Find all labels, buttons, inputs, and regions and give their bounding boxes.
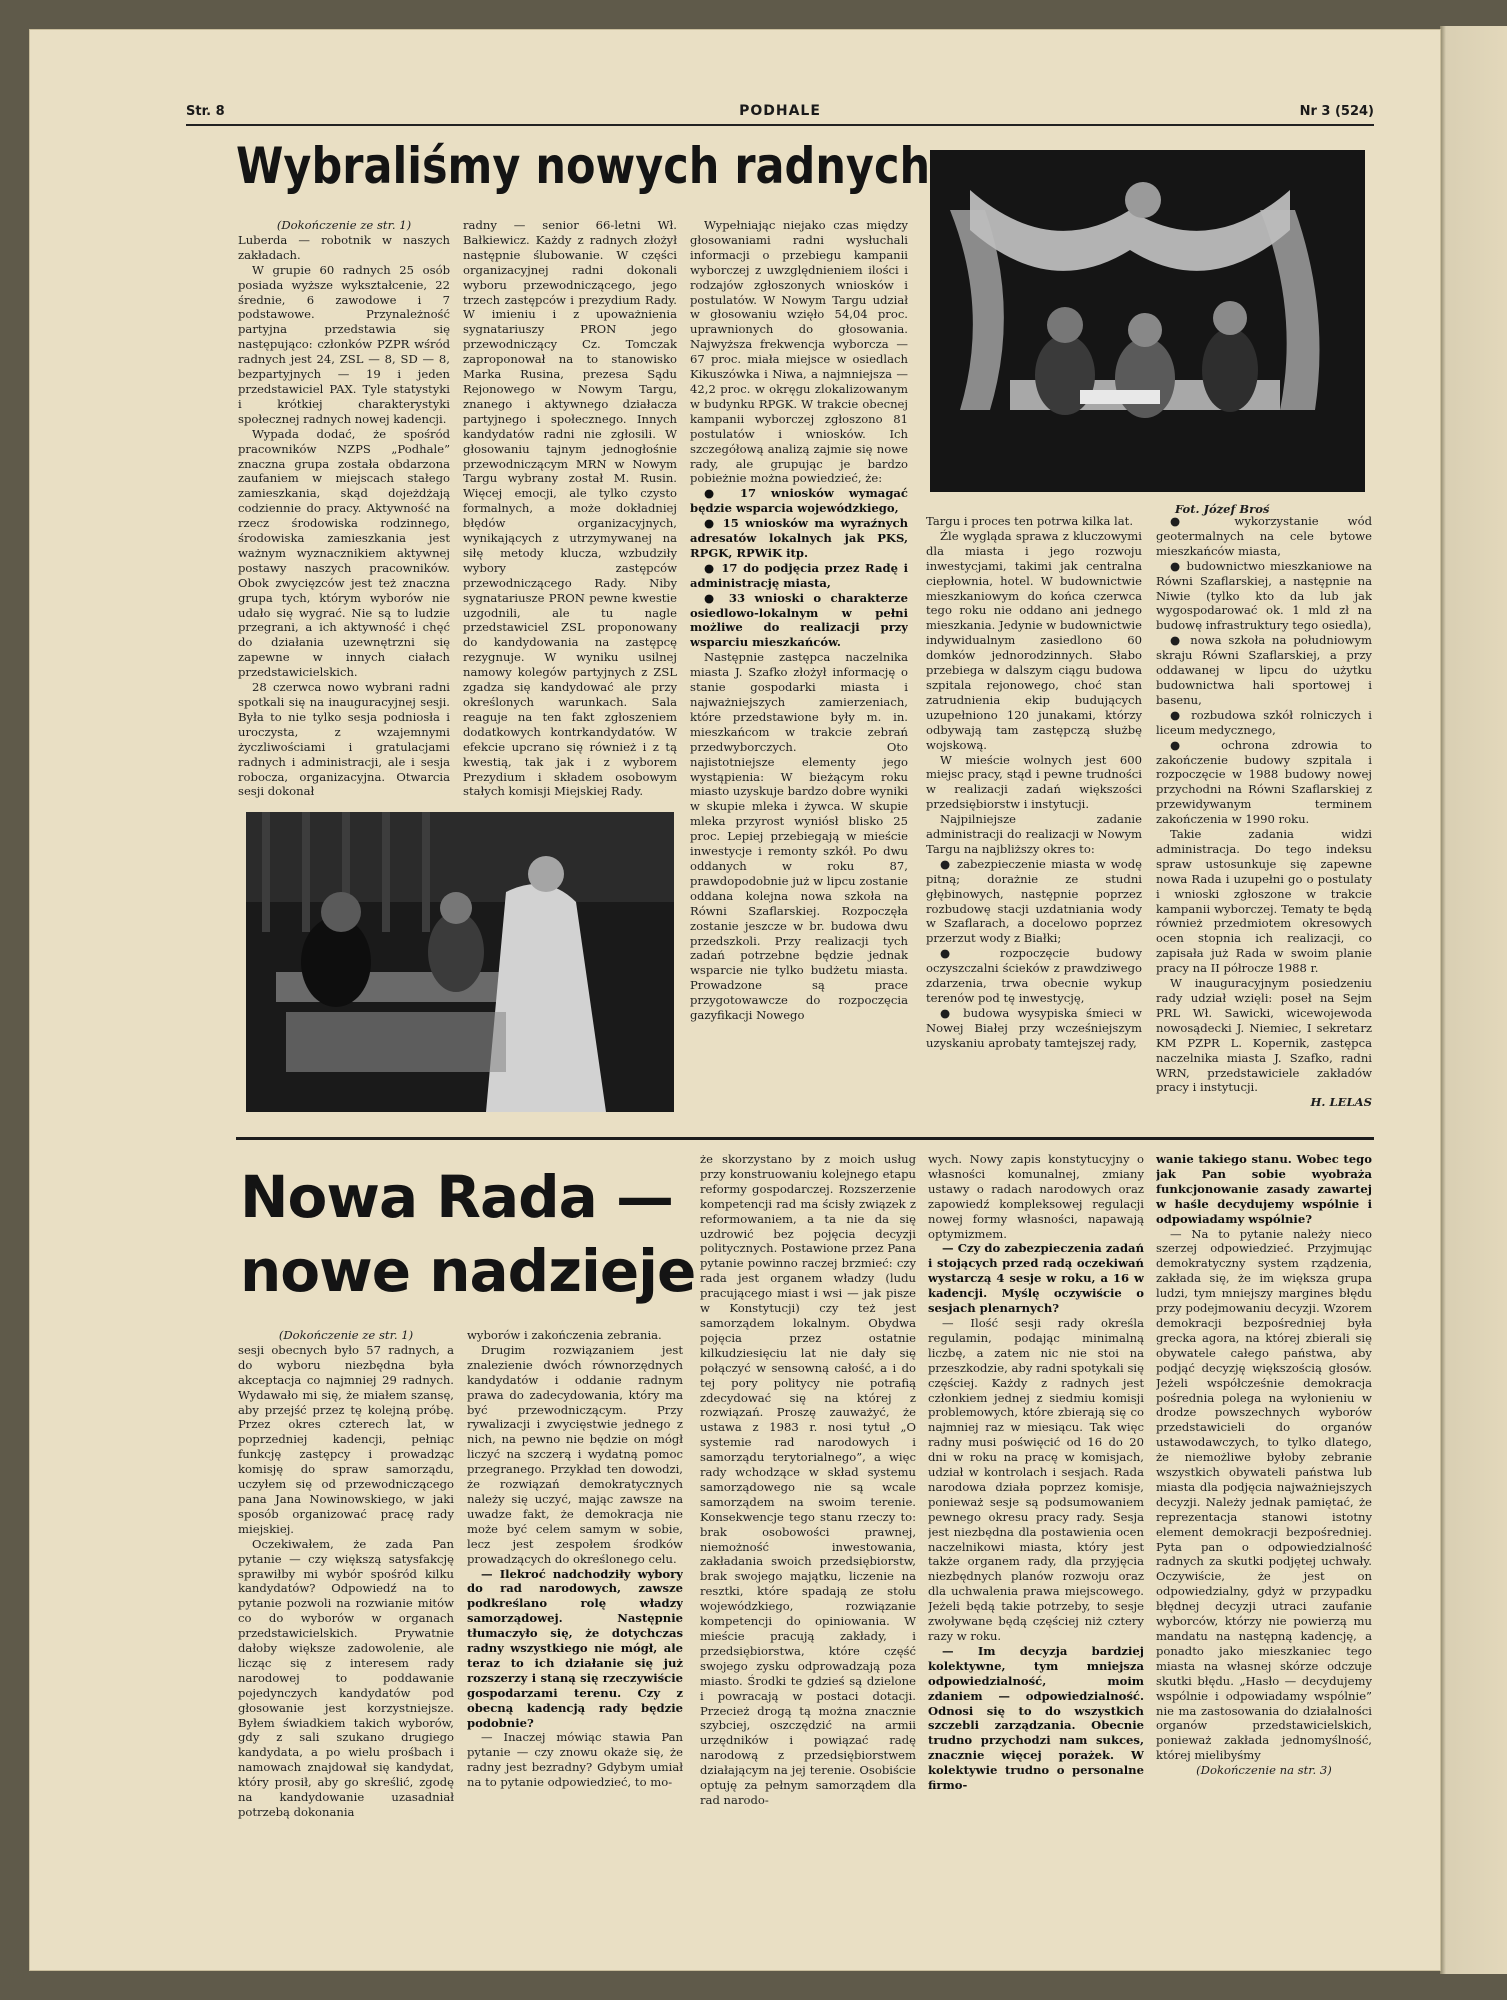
article1-column-5 (1156, 514, 1372, 1136)
paragraph: Najpilniejsze zadanie administracji do realizacji w Nowym Targu na najbliższy okres to: (926, 812, 1142, 856)
list-item: ● 33 wnioski o charakterze osiedlowo-lokalnym w pełni możliwe do realizacji przy wsparciu mieszkańców. (690, 590, 908, 650)
adjacent-page-edge (1440, 26, 1507, 1974)
article2-headline (240, 1160, 696, 1308)
paragraph: że skorzystano by z moich usług przy konstruowaniu kolejnego etapu reformy gospodarczej. Rozszerzenie kompetencji rad ma ścisły związek z reformowaniem, a ta nie da się uzdrowić bez pojęcia decyzji politycznych. Postawione przez Pana pytanie powinno raczej brzmieć: czy rada jest organem władzy (ludu pracującego miast i wsi — jak pisze w Konstytucji) czy też jest samorządem lokalnym. Obydwa pojęcia przez ostatnie kilkudziesięciu lat nie dały się połączyć w sensowną całość, a i do tej pory politycy nie potrafią zdecydować się na której z rozwiązań. Proszę zauważyć, że ustawa z 1983 r. nosi tytuł „O systemie rad narodowych i samorządu terytorialnego”, a więc rady wchodzące w skład systemu samorządowego nie są wcale samorządem na swoim terenie. Konsekwencje tego stanu rzeczy to: brak osobowości prawnej, niemożność inwestowania, zakładania swoich przedsiębiorstw, brak swojego majątku, liczenie na resztki, które spadają ze stołu wojewódzkiego, rozwiązanie kompetencji do opiniowania. W mieście pracują zakłady, i przedsiębiorstwa, które część swojego zysku odprowadzają poza miasto. Środki te gdzieś są dzielone i powracają w postaci dotacji. Przecież drogą tą można znacznie szybciej, oszczędzić na armii urzędników i powiązać radę narodową z przedsiębiorstwem działającym na jej terenie. Osobiście optuję za pełnym samorządem dla rad narodo- (700, 1152, 916, 1807)
continuation-note: (Dokończenie ze str. 1) (278, 1328, 414, 1342)
paragraph: Targu i proces ten potrwa kilka lat. (926, 514, 1134, 528)
paragraph: 28 czerwca nowo wybrani radni spotkali się na inauguracyjnej sesji. Była to nie tylko sesja podniosła i uroczysta, z wzajemnymi życzliwościami i gratulacjami radnych i administracji, ale i sesja robocza, organizacyjna. Otwarcia sesji dokonał (238, 680, 450, 799)
photo-voting-booth-image (930, 150, 1365, 492)
section-divider (236, 1137, 1374, 1140)
list-item: ● 17 wniosków wymagać będzie wsparcia wojewódzkiego, (690, 486, 908, 516)
paragraph: Wypełniając niejako czas między głosowaniami radni wysłuchali informacji o przebiegu kampanii wyborczej z uwzględnieniem ilości i rodzajów zgłoszonych wniosków i postulatów. W Nowym Targu udział w głosowaniu wzięło 54,04 proc. uprawnionych do głosowania. Najwyższa frekwencja wyborcza — 67 proc. miała miejsce w osiedlach Kikuszówka i Niwa, a najmniejsza — 42,2 proc. w okręgu zlokalizowanym w budynku RPGK. W trakcie obecnej kampanii wyborczej zgłoszono 81 postulatów i wniosków. Ich szczegółową analizą zajmie się nowe rady, ale grupując je bardzo pobieżnie można powiedzieć, że: (690, 218, 908, 486)
article2-headline-line-1: Nowa Rada — (240, 1163, 673, 1231)
paragraph: Takie zadania widzi administracja. Do tego indeksu spraw ustosunkuje się zapewne nowa Rada i uzupełni go o postulaty i wnioski zgłoszone w trakcie kampanii wyborczej. Tematy te będą również przedmiotem okresowych ocen stopnia ich realizacji, co zapisała już Rada w swoim planie pracy na II półrocze 1988 r. (1156, 827, 1372, 976)
list-item: ● nowa szkoła na południowym skraju Równi Szaflarskiej, a przy oddawanej w lipcu do użytku budownictwa hali sportowej i basenu, (1156, 633, 1372, 707)
article1-column-4 (926, 514, 1142, 1136)
paper-name: PODHALE (739, 103, 821, 119)
article1-headline: Wybraliśmy nowych radnych (236, 138, 931, 196)
article2-column-4 (928, 1152, 1144, 1826)
paragraph: — Na to pytanie należy nieco szerzej odpowiedzieć. Przyjmując demokratyczny system rządzenia, zakłada się, że im większa grupa ludzi, tym mniejszy margines błędu przy podejmowaniu decyzji. Wzorem demokracji bezpośredniej była grecka agora, na której zbierali się obywatele całego państwa, aby podjąć decyzję większością głosów. Jeżeli współcześnie demokracja pośrednia polega na wyłonieniu w drodze powszechnych wyborów przedstawicieli do organów ustawodawczych, to tylko dlatego, że niemożliwe byłoby zebranie wszystkich obywateli państwa lub miasta dla podjęcia najważniejszych decyzji. Należy jednak pamiętać, że reprezentacja stanowi istotny element demokracji bezpośredniej. Pyta pan o odpowiedzialność radnych za skutki podjętej uchwały. Oczywiście, że jest on odpowiedzialny, gdyż w przypadku błędnej decyzji utraci zaufanie wyborców, którzy nie powierzą mu mandatu na następną kadencję, a ponadto jako mieszkaniec tego miasta na własnej skórze odczuje skutki błędu. „Hasło — decydujemy wspólnie i odpowiadamy wspólnie” nie ma zastosowania do działalności organów przedstawicielskich, ponieważ zakłada jednomyślność, której mielibyśmy (1156, 1226, 1372, 1763)
paragraph: sesji obecnych było 57 radnych, a do wyboru niezbędna była akceptacja co najmniej 29 radnych. Wydawało mi się, że miałem szansę, aby przejść przez tę kolejną próbę. Przez okres czterech lat, w poprzedniej kadencji, pełniąc funkcję zastępcy i prowadząc komisję do spraw samorządu, uczyłem się od przewodniczącego pana Jana Nowinowskiego, w jaki sposób organizować pracę rady miejskiej. (238, 1342, 454, 1536)
paragraph: W mieście wolnych jest 600 miejsc pracy, stąd i pewne trudności w realizacji zadań większości przedsiębiorstw i instytucji. (926, 752, 1142, 812)
paragraph: Drugim rozwiązaniem jest znalezienie dwóch równorzędnych kandydatów i oddanie radnym prawa do zadecydowania, który ma być przewodniczącym. Przy rywalizacji i zwycięstwie jednego z nich, na pewno nie będzie on mógł liczyć na szczerą i wydatną pomoc przegranego. Przykład ten dowodzi, że rozwiązań demokratycznych należy się uczyć, mając zawsze na uwadze fakt, że demokracja nie może być celem samym w sobie, lecz jest zespołem środków prowadzących do określonego celu. (467, 1342, 683, 1566)
page-header (186, 102, 1374, 126)
photo-polling-station-image (246, 812, 674, 1112)
paragraph: Luberda — robotnik w naszych zakładach. (238, 232, 450, 262)
paragraph: Wypada dodać, że spośród pracowników NZPS „Podhale” znaczna grupa została obdarzona zaufaniem w miejscach stałego zamieszkania, skąd dojeżdżają codziennie do pracy. Aktywność na rzecz środowiska rodzinnego, środowiska zamieszkania jest ważnym wyznacznikiem aktywnej postawy naszych pracowników. Obok zwycięzców jest też znaczna grupa tych, którym wyborów nie udało się wygrać. Nie są to ludzie przegrani, a ich aktywność i chęć do działania uzewnętrzni się zapewne w innych ciałach przedstawicielskich. (238, 426, 450, 680)
article2-column-2 (467, 1328, 683, 1826)
paragraph: W grupie 60 radnych 25 osób posiada wyższe wykształcenie, 22 średnie, 6 zawodowe i 7 podstawowe. Przynależność partyjna przedstawia się następująco: członków PZPR wśród radnych jest 24, ZSL — 8, SD — 8, bezpartyjnych — 19 i jeden przedstawiciel PAX. Tyle statystyki i krótkiej charakterystyki społecznej radnych nowej kadencji. (238, 262, 450, 426)
photo-polling-station (246, 812, 674, 1112)
paragraph: Następnie zastępca naczelnika miasta J. Szafko złożył informację o stanie gospodarki miasta i najważniejszych zamierzeniach, które przedstawione były m. in. mieszkańcom w trakcie zebrań przedwyborczych. Oto najistotniejsze elementy jego wystąpienia: W bieżącym roku miasto uzyskuje bardzo dobre wyniki w skupie mleka i żywca. W skupie mleka przyrost wyniósł blisko 25 proc. Lepiej przebiegają w mieście inwestycje i remonty szkół. Po dwu oddanych w roku 87, prawdopodobnie już w lipcu zostanie oddana kolejna nowa szkoła na Równi Szaflarskiej. Rozpoczęła zostanie jeszcze w br. budowa dwu przedszkoli. Przy realizacji tych zadań potrzebne będzie jednak wsparcie nie tylko budżetu miasta. Prowadzone są prace przygotowawcze do rozpoczęcia gazyfikacji Nowego (690, 650, 908, 1023)
list-item: ● rozbudowa szkół rolniczych i liceum medycznego, (1156, 707, 1372, 737)
interview-question: — Czy do zabezpieczenia zadań i stojących przed radą oczekiwań wystarczą 4 sesje w roku, a 16 w kadencji. Myślę oczywiście o sesjach plenarnych? (928, 1241, 1144, 1316)
photo-caption: Fot. Józef Broś (1175, 502, 1270, 516)
paragraph: Źle wygląda sprawa z kluczowymi dla miasta i jego rozwoju inwestycjami, takimi jak centralna ciepłownia, hotel. W budownictwie mieszkaniowym do końca czerwca tego roku nie oddano ani jednego mieszkania. Jedynie w budownictwie indywidualnym zasiedlono 60 domków jednorodzinnych. Słabo przebiega w dalszym ciągu budowa szpitala rejonowego, choć stan zatrudnienia ekip budujących uzupełniono 120 junakami, którzy odbywają tam zastępczą służbę wojskową. (926, 528, 1142, 752)
newspaper-page (30, 30, 1440, 1970)
continuation-note: (Dokończenie na str. 3) (1196, 1763, 1332, 1778)
article1-column-2 (463, 218, 677, 803)
author-signature: H. LELAS (1310, 1095, 1372, 1110)
article1-column-3 (690, 218, 908, 1138)
article2-column-5 (1156, 1152, 1372, 1826)
paragraph: wych. Nowy zapis konstytucyjny o własności komunalnej, zmiany ustawy o radach narodowych oraz zapowiedź kompleksowej regulacji nowej formy własności, napawają optymizmem. (928, 1152, 1144, 1241)
list-item: ● 15 wniosków ma wyraźnych adresatów lokalnych jak PKS, RPGK, RPWiK itp. (690, 516, 908, 560)
issue-number: Nr 3 (524) (1299, 104, 1374, 119)
paragraph: Oczekiwałem, że zada Pan pytanie — czy większą satysfakcję sprawiłby mi wybór spośród kilku kandydatów? Odpowiedź na to pytanie pozwoli na rozwianie mitów co do wyborów w organach przedstawicielskich. Prywatnie dałoby większe zadowolenie, ale licząc się z interesem rady narodowej to poddawanie pojedynczych kandydatów pod głosowanie jest korzystniejsze. Byłem świadkiem takich wyborów, gdy z sali szukano drugiego kandydata, a po wielu prośbach i namowach znajdował się kandydat, który prosił, aby go skreślić, zgodę na kandydowanie uzasadniał potrzebą dokonania (238, 1536, 454, 1819)
photo-voting-booth (930, 150, 1365, 492)
paragraph: — Ilość sesji rady określa regulamin, podając minimalną liczbę, a zatem nic nie stoi na przeszkodzie, aby radni spotykali się częściej. Każdy z radnych jest członkiem jednej z siedmiu komisji problemowych, które zbierają się co najmniej raz w miesiącu. Tak więc radny musi poświęcić od 16 do 20 dni w roku na pracę w komisjach, udział w kontrolach i sesjach. Rada narodowa działa poprzez komisje, ponieważ sesje są podsumowaniem pewnego okresu pracy rady. Sesja jest niezbędna dla postawienia ocen naczelnikowi miasta, który jest także organem rady, dla przyjęcia niezbędnych planów rozwoju oraz dla uchwalenia prawa miejscowego. Jeżeli będą takie potrzeby, to sesje zwoływane będą częściej niż cztery razy w roku. (928, 1315, 1144, 1643)
interview-question: wanie takiego stanu. Wobec tego jak Pan sobie wyobraża funkcjonowanie zasady zawartej w haśle decydujemy wspólnie i odpowiadamy wspólnie? (1156, 1152, 1372, 1226)
list-item: ● ochrona zdrowia to zakończenie budowy szpitala i rozpoczęcie w 1988 budowy nowej przychodni na Równi Szaflarskiej z przewidywanym terminem zakończenia w 1990 roku. (1156, 737, 1372, 827)
list-item: ● wykorzystanie wód geotermalnych na cele bytowe mieszkańców miasta, (1156, 514, 1372, 558)
list-item: ● 17 do podjęcia przez Radę i administrację miasta, (690, 560, 908, 590)
list-item: ● zabezpieczenie miasta w wodę pitną; dorażnie ze studni głębinowych, następnie poprzez rozbudowę stacji uzdatniania wody w Szaflarach, a docelowo poprzez przerzut wody z Białki; (926, 856, 1142, 946)
interview-question: — Im decyzja bardziej kolektywne, tym mniejsza odpowiedzialność, moim zdaniem — odpowiedzialność. Odnosi się to do wszystkich szczebli zarządzania. Obecnie trudno przychodzi nam sukces, znacznie więcej porażek. W kolektywie trudno o personalne firmo- (928, 1643, 1144, 1793)
interview-question: — Ilekroć nadchodziły wybory do rad narodowych, zawsze podkreślano rolę władzy samorządowej. Następnie tłumaczyło się, że dotychczas radny wszystkiego nie mógł, ale teraz to ich działanie się już rozszerzy i staną się rzeczywiście gospodarzami terenu. Czy z obecną kadencją rady będzie podobnie? (467, 1566, 683, 1730)
continuation-note: (Dokończenie ze str. 1) (276, 218, 412, 232)
page-number: Str. 8 (186, 104, 225, 119)
paragraph: radny — senior 66-letni Wł. Bałkiewicz. Każdy z radnych złożył następnie ślubowanie. W części organizacyjnej radni dokonali wyboru przewodniczącego, jego trzech zastępców i prezydium Rady. W imieniu i z upoważnienia sygnatariuszy PRON jego przewodniczący Cz. Tomczak zaproponował na to stanowisko Marka Rusina, prezesa Sądu Rejonowego w Nowym Targu, znanego i aktywnego działacza partyjnego i społecznego. Innych kandydatów radni nie zgłosili. W głosowaniu tajnym jednogłośnie przewodniczącym MRN w Nowym Targu wybrany został M. Rusin. Więcej emocji, ale tylko czysto formalnych, a może dokładniej błędów organizacyjnych, wynikających z utrzymywanej na siłę metody klucza, wzbudziły wybory zastępców przewodniczącego Rady. Niby sygnatariusze PRON pewne kwestie uzgodnili, ale tu nagle przedstawiciel ZSL proponowany do kandydowania na zastępcę rezygnuje. W wyniku usilnej namowy kolegów partyjnych z ZSL zgadza się kandydować ale przy określonych warunkach. Sala reaguje na ten fakt zgłoszeniem dodatkowych kontrkandydatów. W efekcie upcrano się również i z tą kwestią, tak jak i z wyborem Prezydium i składem osobowym stałych komisji Miejskiej Rady. (463, 218, 677, 799)
article1-column-1 (238, 218, 450, 803)
paragraph: wyborów i zakończenia zebrania. (467, 1328, 662, 1342)
article2-column-1 (238, 1328, 454, 1826)
list-item: ● budowa wysypiska śmieci w Nowej Białej przy wcześniejszym uzyskaniu aprobaty tamtejszej rady, (926, 1005, 1142, 1050)
list-item: ● rozpoczęcie budowy oczyszczalni ścieków z prawdziwego zdarzenia, trwa obecnie wykup terenów pod tę inwestycję, (926, 946, 1142, 1005)
list-item: ● budownictwo mieszkaniowe na Równi Szaflarskiej, a następnie na Niwie (tylko kto da lub jak wygospodarować ok. 1 mld zł na budowę infrastruktury tego osiedla), (1156, 558, 1372, 633)
article2-column-3 (700, 1152, 916, 1826)
paragraph: W inauguracyjnym posiedzeniu rady udział wzięli: poseł na Sejm PRL Wł. Sawicki, wicewojewoda nowosądecki J. Niemiec, I sekretarz KM PZPR L. Kopernik, zastępca naczelnika miasta J. Szafko, radni WRN, przedstawiciele zakładów pracy i instytucji. (1156, 976, 1372, 1095)
article2-headline-line-2: nowe nadzieje (240, 1237, 696, 1305)
paragraph: — Inaczej mówiąc stawia Pan pytanie — czy znowu okaże się, że radny jest bezradny? Gdybym umiał na to pytanie odpowiedzieć, to mo- (467, 1730, 683, 1790)
